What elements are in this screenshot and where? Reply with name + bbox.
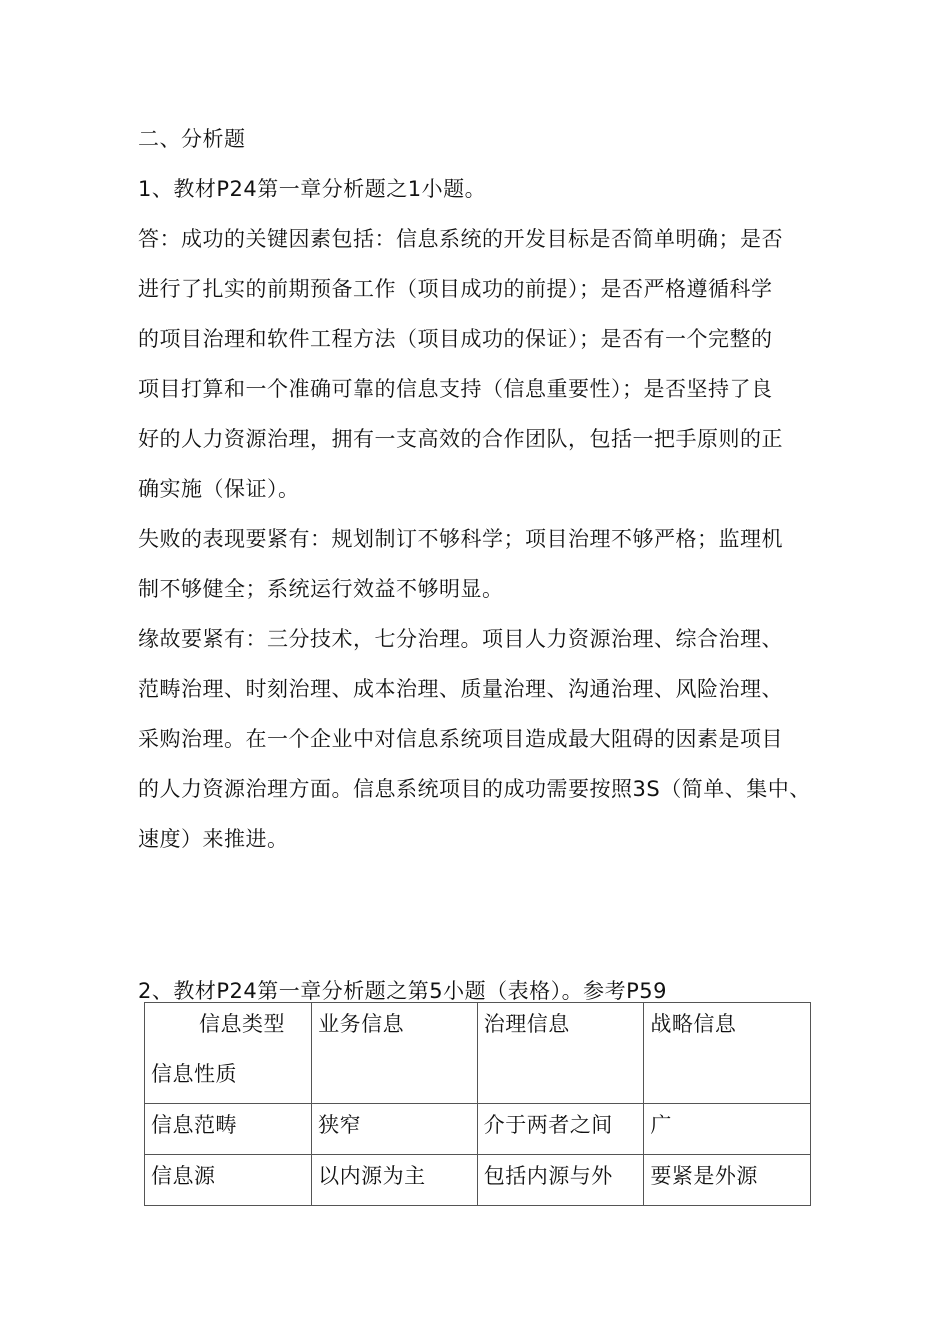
answer-line: 确实施（保证）。 <box>138 477 300 501</box>
table-cell: 要紧是外源 <box>644 1155 811 1206</box>
failure-line: 失败的表现要紧有：规划制订不够科学；项目治理不够严格；监理机 <box>138 527 783 551</box>
table-cell: 介于两者之间 <box>477 1104 644 1155</box>
table-row <box>145 1155 811 1206</box>
table-cell: 狭窄 <box>312 1104 478 1155</box>
table-row <box>145 1104 811 1155</box>
table-cell: 广 <box>644 1104 811 1155</box>
table-cell: 包括内源与外 <box>477 1155 644 1206</box>
corner-label-nature: 信息性质 <box>151 1062 237 1086</box>
answer-line: 的项目治理和软件工程方法（项目成功的保证）；是否有一个完整的 <box>138 327 773 351</box>
table-header-row <box>145 1003 811 1104</box>
table-row-label: 信息范畴 <box>145 1104 312 1155</box>
answer-line: 进行了扎实的前期预备工作（项目成功的前提）；是否严格遵循科学 <box>138 277 773 301</box>
table-header-cell: 治理信息 <box>477 1003 644 1104</box>
section-heading: 二、分析题 <box>138 127 246 151</box>
answer-line: 项目打算和一个准确可靠的信息支持（信息重要性）；是否坚持了良 <box>138 377 773 401</box>
answer-line: 好的人力资源治理，拥有一支高效的合作团队，包括一把手原则的正 <box>138 427 783 451</box>
corner-label-type: 信息类型 <box>199 1012 285 1036</box>
info-comparison-table <box>144 1002 811 1206</box>
question-2-title: 2、教材P24第一章分析题之第5小题（表格）。参考P59 <box>138 979 667 1003</box>
table-header-cell: 业务信息 <box>312 1003 478 1104</box>
answer-line: 答：成功的关键因素包括：信息系统的开发目标是否简单明确；是否 <box>138 227 783 251</box>
reason-line: 范畴治理、时刻治理、成本治理、质量治理、沟通治理、风险治理、 <box>138 677 783 701</box>
table-row-label: 信息源 <box>145 1155 312 1206</box>
table-cell: 以内源为主 <box>312 1155 478 1206</box>
reason-line: 缘故要紧有：三分技术，七分治理。项目人力资源治理、综合治理、 <box>138 627 783 651</box>
question-1-title: 1、教材P24第一章分析题之1小题。 <box>138 177 487 201</box>
table-corner-cell <box>145 1003 312 1104</box>
reason-line: 的人力资源治理方面。信息系统项目的成功需要按照3S（简单、集中、 <box>138 777 811 801</box>
reason-line: 速度）来推进。 <box>138 827 289 851</box>
failure-line: 制不够健全；系统运行效益不够明显。 <box>138 577 504 601</box>
table-header-cell: 战略信息 <box>644 1003 811 1104</box>
reason-line: 采购治理。在一个企业中对信息系统项目造成最大阻碍的因素是项目 <box>138 727 783 751</box>
